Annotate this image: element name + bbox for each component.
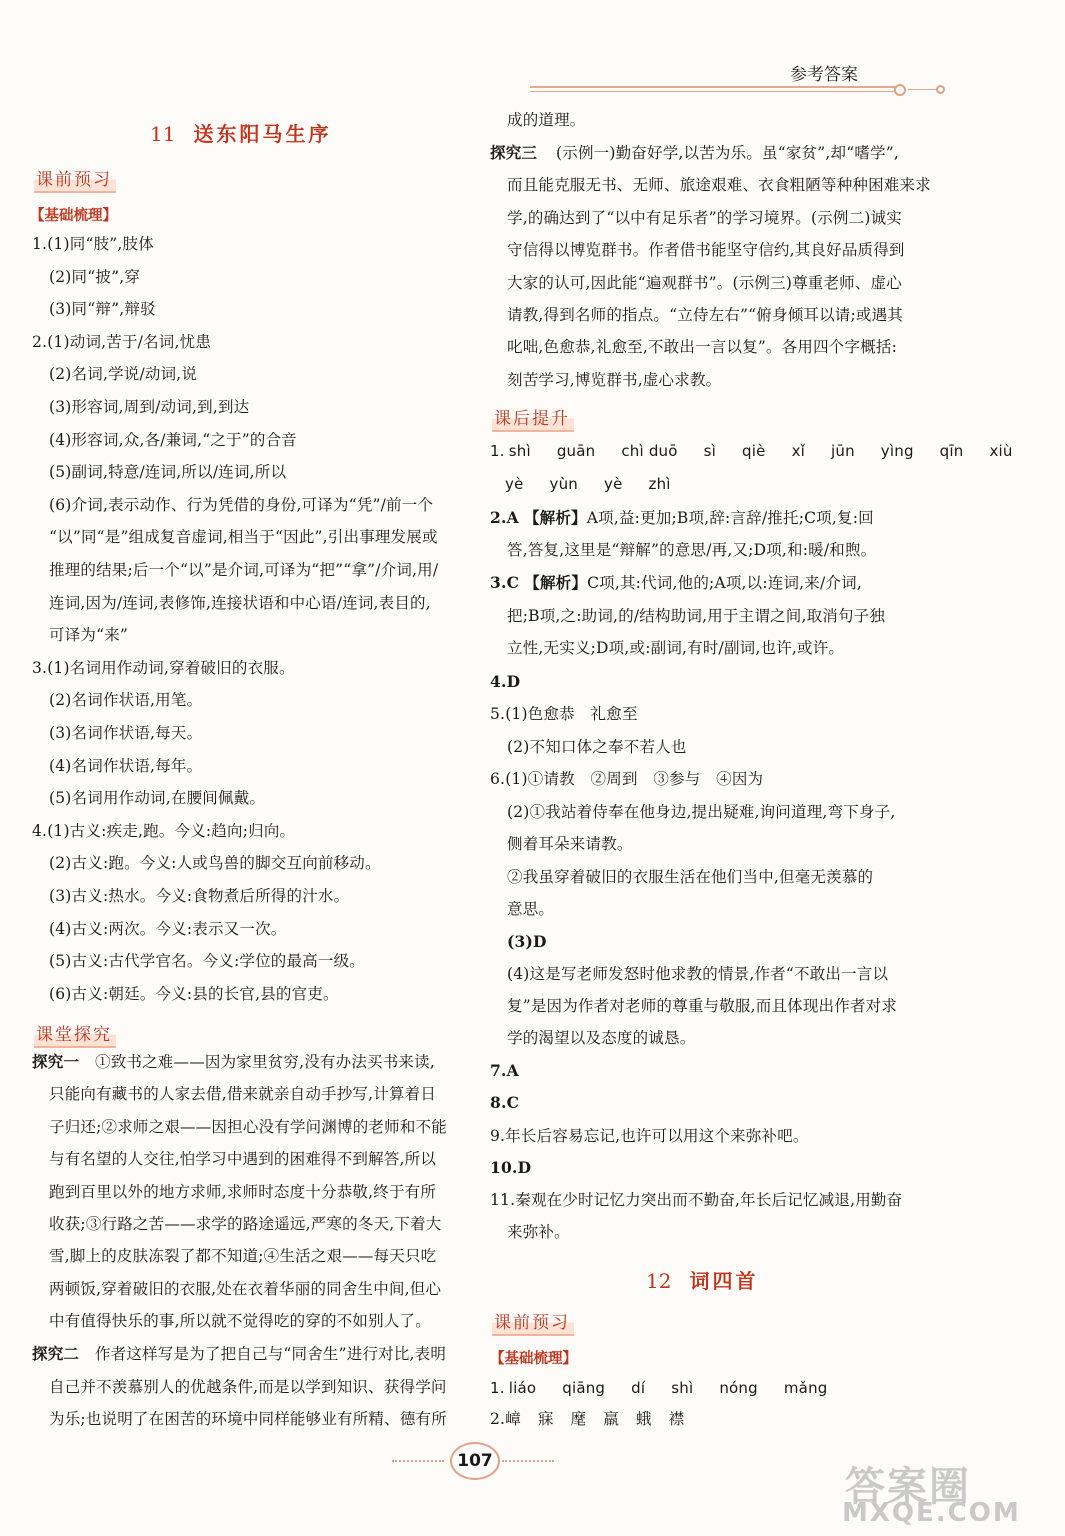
left-lines-line: (4)古义:两次。今义:表示又一次。 [49, 919, 287, 938]
q3-text-2: 把;B项,之:助词,的/结构助词,用于主谓之间,取消句子独 [507, 607, 886, 625]
left-lines-line: (6)介词,表示动作、行为凭借的身份,可译为“凭”/前一个 [49, 495, 434, 514]
pinyin-item: chì duō [621, 442, 678, 460]
header-rule-thin [530, 91, 895, 92]
q10: 10.D [490, 1158, 532, 1177]
pinyin-item: nóng [719, 1379, 758, 1397]
pinyin-item: xiù [989, 442, 1013, 460]
pinyin-item: mǎng [783, 1379, 828, 1397]
explore3-lines-line: 请教,得到名师的指点。“立侍左右”“俯身倾耳以请;或遇其 [507, 306, 904, 324]
left-lines-line: 连词,因为/连词,表修饰,连接状语和中心语/连词,表目的, [49, 593, 431, 612]
explore3-lines-line: 刻苦学习,博览群书,虚心求教。 [507, 370, 722, 389]
q7: 7.A [490, 1061, 519, 1080]
char-item: 嶂 [505, 1410, 521, 1428]
explore3-lines-line: 学,的确达到了“以中有足乐者”的学习境界。(示例二)诚实 [507, 208, 902, 227]
sub-heading-basic: 【基础梳理】 [30, 208, 117, 224]
q6-2: (2)①我站着侍奉在他身边,提出疑难,询问道理,弯下身子, [507, 803, 896, 821]
header-ornament-dot-small [936, 85, 945, 94]
chapter-number: 11 [150, 122, 176, 146]
q6-4-2: 复”是因为作者对老师的尊重与敬服,而且体现出作者对求 [507, 997, 898, 1015]
explore1-label: 探究一 [32, 1052, 80, 1071]
char-item: 寐 [537, 1410, 554, 1428]
left-lines-line: 推理的结果;后一个“以”是介词,可译为“把”“拿”/介词,用/ [49, 561, 439, 579]
left-lines-line: (2)同“披”,穿 [49, 267, 141, 286]
pinyin-item: yìng [880, 442, 914, 460]
q6-4-3: 学的渴望以及态度的诚恳。 [507, 1029, 696, 1047]
explore3-lines-line: 守信得以博览群书。作者借书能坚守信约,其良好品质得到 [507, 241, 905, 260]
header-ornament-tail [908, 89, 938, 90]
left-lines-line: 2.(1)动词,苦于/名词,忧患 [32, 332, 212, 351]
q3-num: 3.C [490, 573, 520, 592]
section-banner-preview-12: 课前预习 [492, 1308, 574, 1336]
pinyin-row-1 [490, 441, 1065, 461]
char-item: 麾 [570, 1410, 587, 1428]
pinyin-item: jūn [831, 442, 855, 460]
pinyin-item: qiè [742, 442, 766, 460]
chapter-title: 送东阳马生序 [193, 122, 332, 146]
q3-text-1: C项,其:代词,他的;A项,以:连词,来/介词, [587, 574, 862, 592]
pinyin-item: dí [631, 1379, 646, 1397]
header-rule [530, 86, 895, 88]
q2 [490, 508, 874, 528]
pinyin-item: qiāng [562, 1379, 606, 1397]
explore2-lines-line: 为乐;也说明了在困苦的环境中同样能够业有所精、德有所 [49, 1410, 447, 1428]
chars-num: 2. [490, 1410, 506, 1428]
explore1-lines-line: 中有值得快乐的事,所以就不觉得吃的穿的不如别人了。 [49, 1312, 431, 1331]
pinyin-item: sì [703, 442, 717, 460]
explore1-lines-line: 收获;③行路之苦——求学的路途遥远,严寒的冬天,下着大 [49, 1215, 442, 1233]
page-ornament-right [502, 1460, 554, 1462]
explore2-lines-line: 自己并不羡慕别人的优越条件,而是以学到知识、获得学问 [49, 1377, 447, 1396]
page-number: 107 [450, 1442, 500, 1480]
q6-4-1: (4)这是写老师发怒时他求教的情景,作者“不敢出一言以 [507, 965, 889, 983]
left-lines-line: (3)形容词,周到/动词,到,到达 [49, 398, 250, 416]
q3-text-3: 立性,无实义;D项,或:副词,有时/副词,也许,或许。 [507, 639, 845, 657]
header-title: 参考答案 [790, 65, 858, 85]
left-lines-line: (2)古义:跑。今义:人或鸟兽的脚交互向前移动。 [49, 854, 381, 873]
q3-tag: 【解析】 [524, 573, 588, 592]
sub-heading-basic-12: 【基础梳理】 [490, 1351, 577, 1367]
explore3-lines-line: 叱咄,色愈恭,礼愈至,不敢出一言以复”。各用四个字概括: [507, 338, 898, 357]
page-ornament-left [392, 1460, 444, 1462]
pinyin-row-3 [490, 1378, 880, 1398]
explore1-lines-line: 雪,脚上的皮肤冻裂了都不知道;④生活之艰——每天只吃 [49, 1247, 437, 1266]
q4: 4.D [490, 672, 521, 691]
chapter-title: 词四首 [689, 1269, 759, 1293]
chapter-number: 12 [646, 1269, 672, 1293]
pinyin-list [509, 441, 1039, 461]
chapter-12-heading [646, 1265, 758, 1294]
explore1-lines-line: 跑到百里以外的地方求师,求师时态度十分恭敬,终于有所 [49, 1182, 437, 1201]
pinyin-item: yè [604, 475, 623, 493]
char-item: 羸 [603, 1410, 620, 1428]
section-banner-class: 课堂探究 [34, 1020, 116, 1048]
explore3-label: 探究三 [490, 143, 538, 162]
q5-1: 5.(1)色愈恭 礼愈至 [490, 705, 638, 723]
explore3-lines-line: (示例一)勤奋好学,以苦为乐。虽“家贫”,却“嗜学”, [556, 144, 899, 162]
chars-row [490, 1409, 701, 1429]
explore2-continuation: 成的道理。 [507, 111, 586, 129]
q2-text-2: 答,答复,这里是“辩解”的意思/再,又;D项,和:暖/和煦。 [507, 541, 877, 559]
pinyin-item: zhì [648, 475, 671, 493]
chars-list [505, 1410, 701, 1428]
explore3-lines-line: 大家的认可,因此能“遍观群书”。(示例三)尊重老师、虚心 [507, 273, 902, 292]
left-lines-line: (6)古义:朝廷。今义:县的长官,县的官吏。 [49, 984, 339, 1003]
q11-1: 11.秦观在少时记忆力突出而不勤奋,年长后记忆减退,用勤奋 [490, 1191, 903, 1209]
pinyin-item: qīn [939, 442, 964, 460]
explore1-lines-line: 子归还;②求师之艰——因担心没有学问渊博的老师和不能 [49, 1117, 447, 1136]
q6-5: 意思。 [507, 900, 555, 918]
left-lines-line: 3.(1)名词用作动词,穿着破旧的衣服。 [32, 658, 295, 677]
explore1-lines-line: ①致书之难——因为家里贫穷,没有办法买书来读, [95, 1053, 435, 1071]
explore1-lines-line: 与有名望的人交往,怕学习中遇到的困难得不到解答,所以 [49, 1150, 437, 1169]
left-lines-line: (4)名词作状语,每年。 [49, 756, 203, 775]
left-lines-line: (3)同“辩”,辩驳 [49, 300, 156, 319]
explore2-label: 探究二 [32, 1344, 80, 1363]
pinyin-item: shì [508, 442, 531, 460]
pinyin-list [505, 474, 697, 494]
left-lines-line: 1.(1)同“肢”,肢体 [32, 235, 154, 253]
char-item: 蛾 [636, 1410, 652, 1428]
header-ornament-dot [894, 84, 906, 96]
pinyin-row-2 [505, 474, 723, 494]
q6-4: ②我虽穿着破旧的衣服生活在他们当中,但毫无羡慕的 [507, 868, 874, 886]
section-banner-preview: 课前预习 [34, 165, 116, 193]
q6-1: 6.(1)①请教 ②周到 ③参与 ④因为 [490, 770, 764, 788]
left-lines-line: (4)形容词,众,各/兼词,“之于”的合音 [49, 430, 298, 449]
left-lines-line: (3)古义:热水。今义:食物煮后所得的汁水。 [49, 887, 350, 905]
watermark-logo: 答案圈 [845, 1464, 971, 1510]
q11-2: 来弥补。 [507, 1223, 570, 1241]
pinyin-num: 1. [490, 1379, 505, 1397]
q6-3: 侧着耳朵来请教。 [507, 835, 633, 853]
explore1-lines-line: 两顿饭,穿着破旧的衣服,处在衣着华丽的同舍生中间,但心 [49, 1279, 442, 1298]
pinyin-item: guān [556, 442, 596, 460]
left-lines-line: 4.(1)古义:疾走,跑。今义:趋向;归向。 [32, 821, 296, 840]
explore1-lines-line: 只能向有藏书的人家去借,借来就亲自动手抄写,计算着日 [49, 1085, 437, 1104]
char-item: 襟 [668, 1410, 685, 1428]
left-lines-line: (5)古义:古代学官名。今义:学位的最高一级。 [49, 952, 366, 971]
left-lines-line: (5)名词用作动词,在腰间佩戴。 [49, 789, 266, 808]
left-lines-line: (3)名词作状语,每天。 [49, 724, 203, 742]
q9: 9.年长后容易忘记,也许可以用这个来弥补吧。 [490, 1127, 809, 1145]
left-lines-line: (5)副词,特意/连词,所以/连词,所以 [49, 463, 287, 482]
pinyin-item: xǐ [791, 442, 806, 460]
q2-tag: 【解析】 [523, 508, 587, 527]
pinyin-num: 1. [490, 442, 505, 460]
explore3-lines-line: 而且能克服无书、无师、旅途艰难、衣食粗陋等种种困难来求 [507, 176, 931, 195]
q2-text-1: A项,益:更加;B项,辞:言辞/推托;C项,复:回 [586, 509, 874, 527]
pinyin-item: liáo [508, 1379, 537, 1397]
section-banner-after: 课后提升 [492, 404, 574, 432]
pinyin-item: yè [505, 475, 524, 493]
pinyin-item: shì [671, 1379, 694, 1397]
chapter-11-heading [150, 118, 331, 147]
q8: 8.C [490, 1093, 520, 1112]
q5-2: (2)不知口体之奉不若人也 [507, 738, 687, 756]
pinyin-item: yùn [549, 475, 579, 493]
q2-num: 2.A [490, 508, 519, 527]
left-lines-line: (2)名词作状语,用笔。 [49, 691, 203, 710]
explore2-lines-line: 作者这样写是为了把自己与“同舍生”进行对比,表明 [95, 1345, 447, 1363]
left-lines-line: 可译为“来” [49, 626, 129, 645]
watermark-url: MXQE.COM [842, 1498, 1021, 1528]
q6-3-answer: (3)D [507, 932, 547, 951]
left-lines-line: (2)名词,学说/动词,说 [49, 365, 198, 384]
pinyin-list [509, 1378, 854, 1398]
left-lines-line: “以”同“是”组成复音虚词,相当于“因此”,引出事理发展或 [49, 528, 438, 547]
q3 [490, 573, 862, 593]
